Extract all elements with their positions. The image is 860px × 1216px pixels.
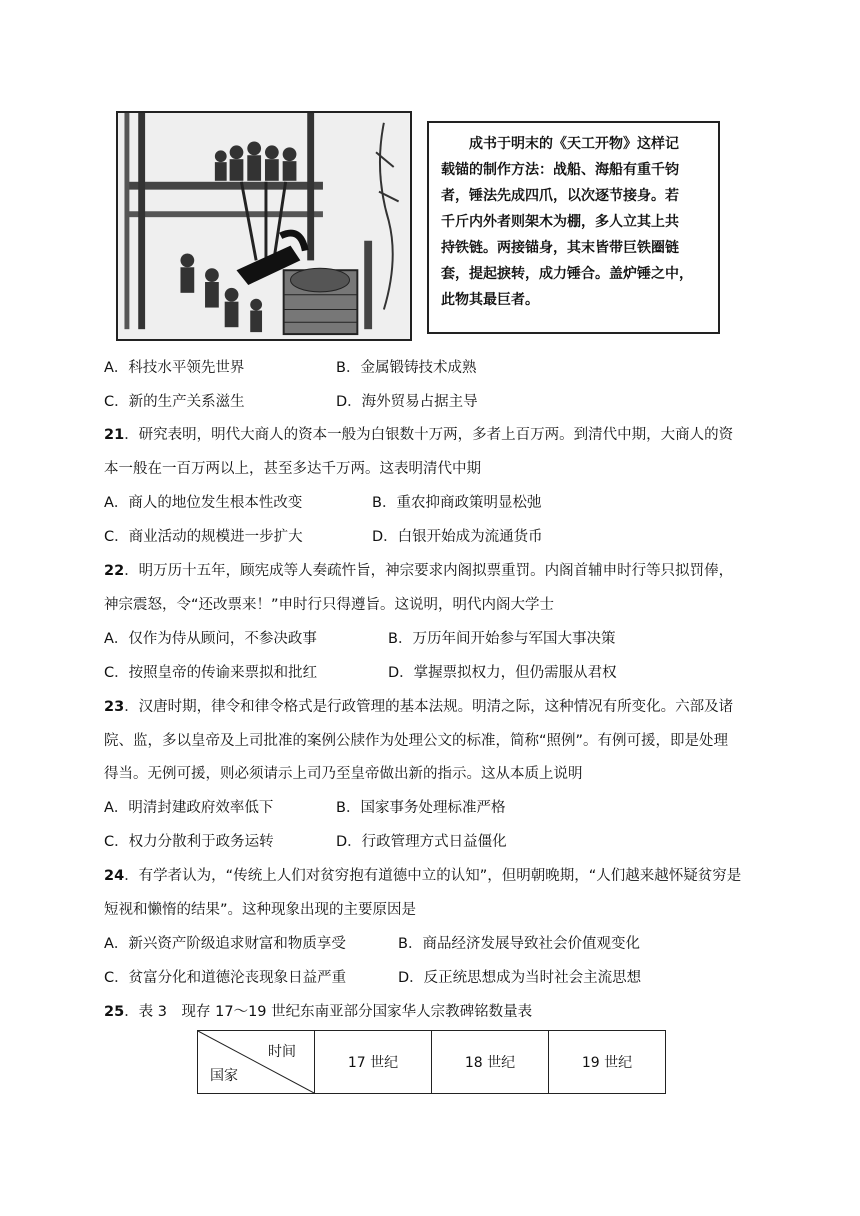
caption-line-7: 此物其最巨者。 — [441, 292, 539, 308]
q23-stem-line-2: 院、监，多以皇帝及上司批准的案例公牍作为处理公文的标准，简称“照例”。有例可援，即是处理 — [104, 733, 729, 749]
q23-option-c: C．权力分散利于政务运转 — [104, 834, 274, 850]
column-header-18c: 18 世纪 — [432, 1031, 549, 1094]
caption-line-6: 套，提起捩转，成力锤合。盖炉锤之中， — [441, 266, 693, 282]
column-header-17c: 17 世纪 — [315, 1031, 432, 1094]
q22-stem-line-1: 22．明万历十五年，顾宪成等人奏疏忤旨，神宗要求内阁拟票重罚。内阁首辅申时行等只拟罚俸， — [104, 563, 734, 579]
caption-line-3: 者，锤法先成四爪，以次逐节接身。若 — [441, 188, 679, 204]
q21-option-c: C．商业活动的规模进一步扩大 — [104, 529, 303, 545]
q24-stem-line-2: 短视和懒惰的结果”。这种现象出现的主要原因是 — [104, 902, 417, 918]
q23-option-b: B．国家事务处理标准严格 — [336, 800, 506, 816]
q24-option-a: A．新兴资产阶级追求财富和物质享受 — [104, 936, 346, 952]
q20-option-a: A．科技水平领先世界 — [104, 360, 245, 376]
q24-option-d: D．反正统思想成为当时社会主流思想 — [398, 970, 642, 986]
q24-stem-line-1: 24．有学者认为，“传统上人们对贫穷抱有道德中立的认知”，但明朝晚期，“人们越来越怀疑贫穷是 — [104, 868, 742, 884]
q23-option-d: D．行政管理方式日益僵化 — [336, 834, 507, 850]
corner-label-country: 国家 — [210, 1068, 238, 1084]
caption-line-5: 持铁链。两接锚身，其末皆带巨铁圈链 — [441, 240, 679, 256]
table-corner-cell — [198, 1031, 315, 1094]
anchor-forging-woodcut — [118, 113, 410, 339]
q21-option-d: D．白银开始成为流通货币 — [372, 529, 543, 545]
q23-option-a: A．明清封建政府效率低下 — [104, 800, 274, 816]
q21-stem-line-2: 本一般在一百万两以上，甚至多达千万两。这表明清代中期 — [104, 461, 481, 477]
q21-stem-line-1: 21．研究表明，明代大商人的资本一般为白银数十万两，多者上百万两。到清代中期，大商人的资 — [104, 427, 734, 443]
q25-number: 25 — [104, 1004, 125, 1020]
woodcut-illustration — [116, 111, 412, 341]
q20-option-b: B．金属锻铸技术成熟 — [336, 360, 477, 376]
corner-label-time: 时间 — [268, 1044, 296, 1060]
q22-number: 22 — [104, 563, 125, 579]
q25-stem: 25．表 3 现存 17～19 世纪东南亚部分国家华人宗教碑铭数量表 — [104, 1004, 533, 1020]
q24-option-c: C．贫富分化和道德沦丧现象日益严重 — [104, 970, 347, 986]
q20-option-d: D．海外贸易占据主导 — [336, 394, 478, 410]
q21-number: 21 — [104, 427, 125, 443]
q22-option-a: A．仅作为侍从顾问，不参决政事 — [104, 631, 317, 647]
q22-stem-line-2: 神宗震怒，令“还改票来！”申时行只得遵旨。这说明，明代内阁大学士 — [104, 597, 555, 613]
q24-option-b: B．商品经济发展导致社会价值观变化 — [398, 936, 640, 952]
q23-stem-line-3: 得当。无例可援，则必须请示上司乃至皇帝做出新的指示。这从本质上说明 — [104, 766, 583, 782]
q20-option-c: C．新的生产关系滋生 — [104, 394, 245, 410]
q24-number: 24 — [104, 868, 125, 884]
q22-option-d: D．掌握票拟权力，但仍需服从君权 — [388, 665, 617, 681]
column-header-19c: 19 世纪 — [549, 1031, 666, 1094]
caption-line-2: 载锚的制作方法：战船、海船有重千钧 — [441, 162, 679, 178]
q21-option-b: B．重农抑商政策明显松弛 — [372, 495, 542, 511]
inscription-count-table — [197, 1030, 666, 1094]
q23-number: 23 — [104, 699, 125, 715]
q21-option-a: A．商人的地位发生根本性改变 — [104, 495, 303, 511]
caption-line-4: 千斤内外者则架木为棚，多人立其上共 — [441, 214, 679, 230]
table-header-row — [198, 1031, 666, 1094]
q23-stem-line-1: 23．汉唐时期，律令和律令格式是行政管理的基本法规。明清之际，这种情况有所变化。六部及诸 — [104, 699, 734, 715]
q22-option-b: B．万历年间开始参与军国大事决策 — [388, 631, 616, 647]
q22-option-c: C．按照皇帝的传谕来票拟和批红 — [104, 665, 318, 681]
caption-line-1: 成书于明末的《天工开物》这样记 — [469, 136, 679, 152]
figure-caption-box — [427, 121, 720, 334]
